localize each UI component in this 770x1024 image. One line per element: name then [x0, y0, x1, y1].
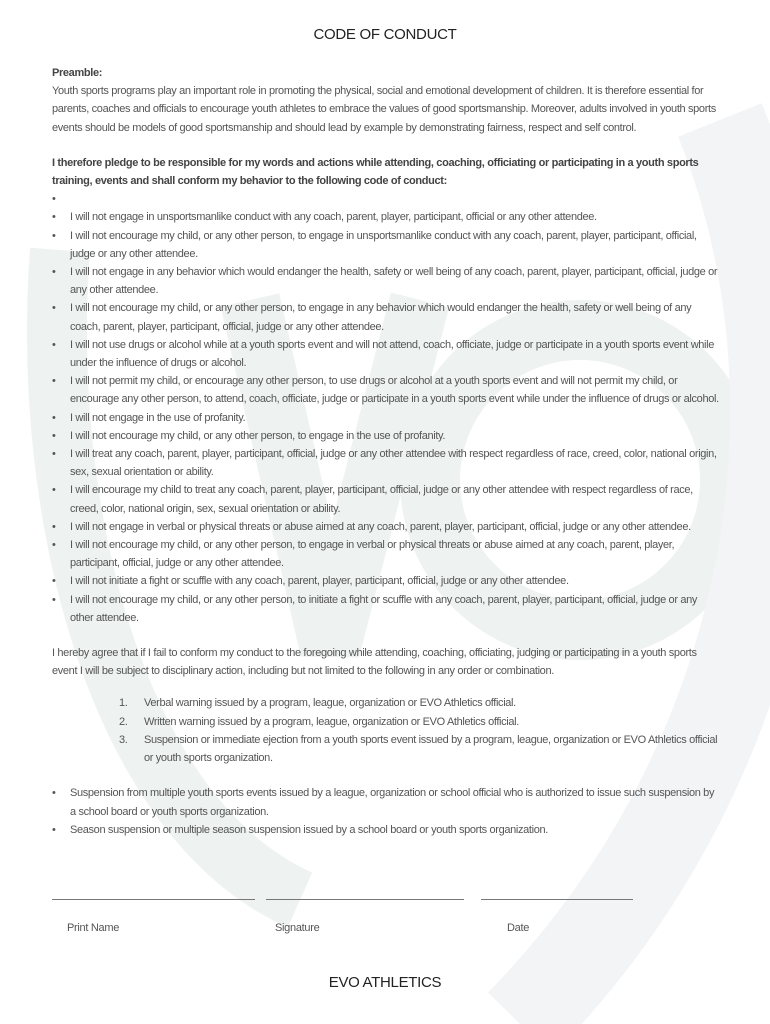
conduct-item: • I will not engage in the use of profanity.	[52, 409, 720, 427]
agreement-statement: I hereby agree that if I fail to conform my conduct to the foregoing while attending, coaching, officiating, judging or participating in a youth sports event I will be subject to disciplinary action, including but not limited to the following in any order or combination.	[52, 647, 697, 678]
conduct-item: • I will not encourage my child, or any other person, to engage in any behavior which would endanger the health, safety or well being of any coach, parent, player, participant, official, judge or any other attendee.	[52, 299, 720, 335]
penalty-text: Suspension or immediate ejection from a youth sports event issued by a program, league, organization or EVO Athletics official or youth sports organization.	[144, 733, 718, 765]
conduct-item: • I will not encourage my child, or any other person, to engage in the use of profanity.	[52, 427, 720, 445]
conduct-item: • I will not encourage my child, or any other person, to initiate a fight or scuffle with any coach, parent, player, participant, official, judge or any other attendee.	[52, 591, 720, 627]
penalty-item	[119, 713, 720, 731]
penalty-number: 3.	[119, 733, 128, 746]
conduct-item: • I will not permit my child, or encourage any other person, to use drugs or alcohol at a youth sports event and will not permit my child, or encourage any other person, to attend, coach, officiate, judge or participate in a youth sports event while under the influence of drugs or alcohol.	[52, 372, 720, 408]
signature-line[interactable]	[266, 899, 464, 900]
pledge-statement: I therefore pledge to be responsible for my words and actions while attending, coaching, officiating or participating in a youth sports training, events and shall conform my behavior to the following code of conduct:	[52, 156, 699, 188]
penalty-item	[119, 731, 720, 767]
preamble-label: Preamble:	[52, 67, 103, 79]
penalty-list	[52, 694, 720, 767]
extra-penalty-list	[52, 784, 720, 839]
conduct-item: • I will treat any coach, parent, player, participant, official, judge or any other attendee with respect regardless of race, creed, color, national origin, sex, sexual orientation or ability.	[52, 445, 720, 481]
date-label: Date	[507, 922, 530, 934]
conduct-item: • I will not use drugs or alcohol while at a youth sports event and will not attend, coach, officiate, judge or participate in a youth sports event while under the influence of drugs or alcohol.	[52, 336, 720, 372]
penalty-number: 2.	[119, 715, 128, 728]
penalty-text: Written warning issued by a program, league, organization or EVO Athletics official.	[144, 715, 519, 728]
extra-penalty-item: • Suspension from multiple youth sports events issued by a league, organization or school official who is authorized to issue such suspension by a school board or youth sports organization.	[52, 784, 720, 820]
penalty-number: 1.	[119, 697, 128, 710]
penalty-item	[119, 694, 720, 712]
print-name-label: Print Name	[67, 922, 120, 934]
penalty-text: Verbal warning issued by a program, league, organization or EVO Athletics official.	[144, 697, 516, 710]
date-line[interactable]	[481, 899, 633, 900]
conduct-item: • I will not initiate a fight or scuffle with any coach, parent, player, participant, official, judge or any other attendee.	[52, 572, 720, 590]
print-name-line[interactable]	[52, 899, 255, 900]
preamble-text: Youth sports programs play an important role in promoting the physical, social and emotional development of children. It is therefore essential for parents, coaches and officials to encourage youth athletes to embrace the values of good sportsmanship. Moreover, adults involved in youth sports events should be models of good sportsmanship and should lead by example by demonstrating fairness, respect and self control.	[52, 85, 716, 134]
conduct-item: • I will encourage my child to treat any coach, parent, player, participant, official, judge or any other attendee with respect regardless of race, creed, color, national origin, sex, sexual orientation or ability.	[52, 481, 720, 517]
conduct-item: • I will not engage in any behavior which would endanger the health, safety or well being of any coach, parent, player, participant, official, judge or any other attendee.	[52, 263, 720, 299]
conduct-item: • I will not encourage my child, or any other person, to engage in verbal or physical threats or abuse aimed at any coach, parent, player, participant, official, judge or any other attendee.	[52, 536, 720, 572]
footer-organization: EVO ATHLETICS	[328, 974, 442, 991]
conduct-list	[52, 190, 720, 627]
document-body	[52, 64, 720, 839]
conduct-item: • I will not engage in verbal or physical threats or abuse aimed at any coach, parent, player, participant, official, judge or any other attendee.	[52, 518, 720, 536]
conduct-item: • I will not encourage my child, or any other person, to engage in unsportsmanlike conduct with any coach, parent, player, participant, official, judge or any other attendee.	[52, 227, 720, 263]
extra-penalty-item: • Season suspension or multiple season suspension issued by a school board or youth sports organization.	[52, 821, 720, 839]
signature-label: Signature	[275, 922, 320, 934]
conduct-item: • I will not engage in unsportsmanlike conduct with any coach, parent, player, participant, official or any other attendee.	[52, 208, 720, 226]
conduct-item	[52, 190, 720, 208]
document-title: CODE OF CONDUCT	[313, 26, 457, 43]
